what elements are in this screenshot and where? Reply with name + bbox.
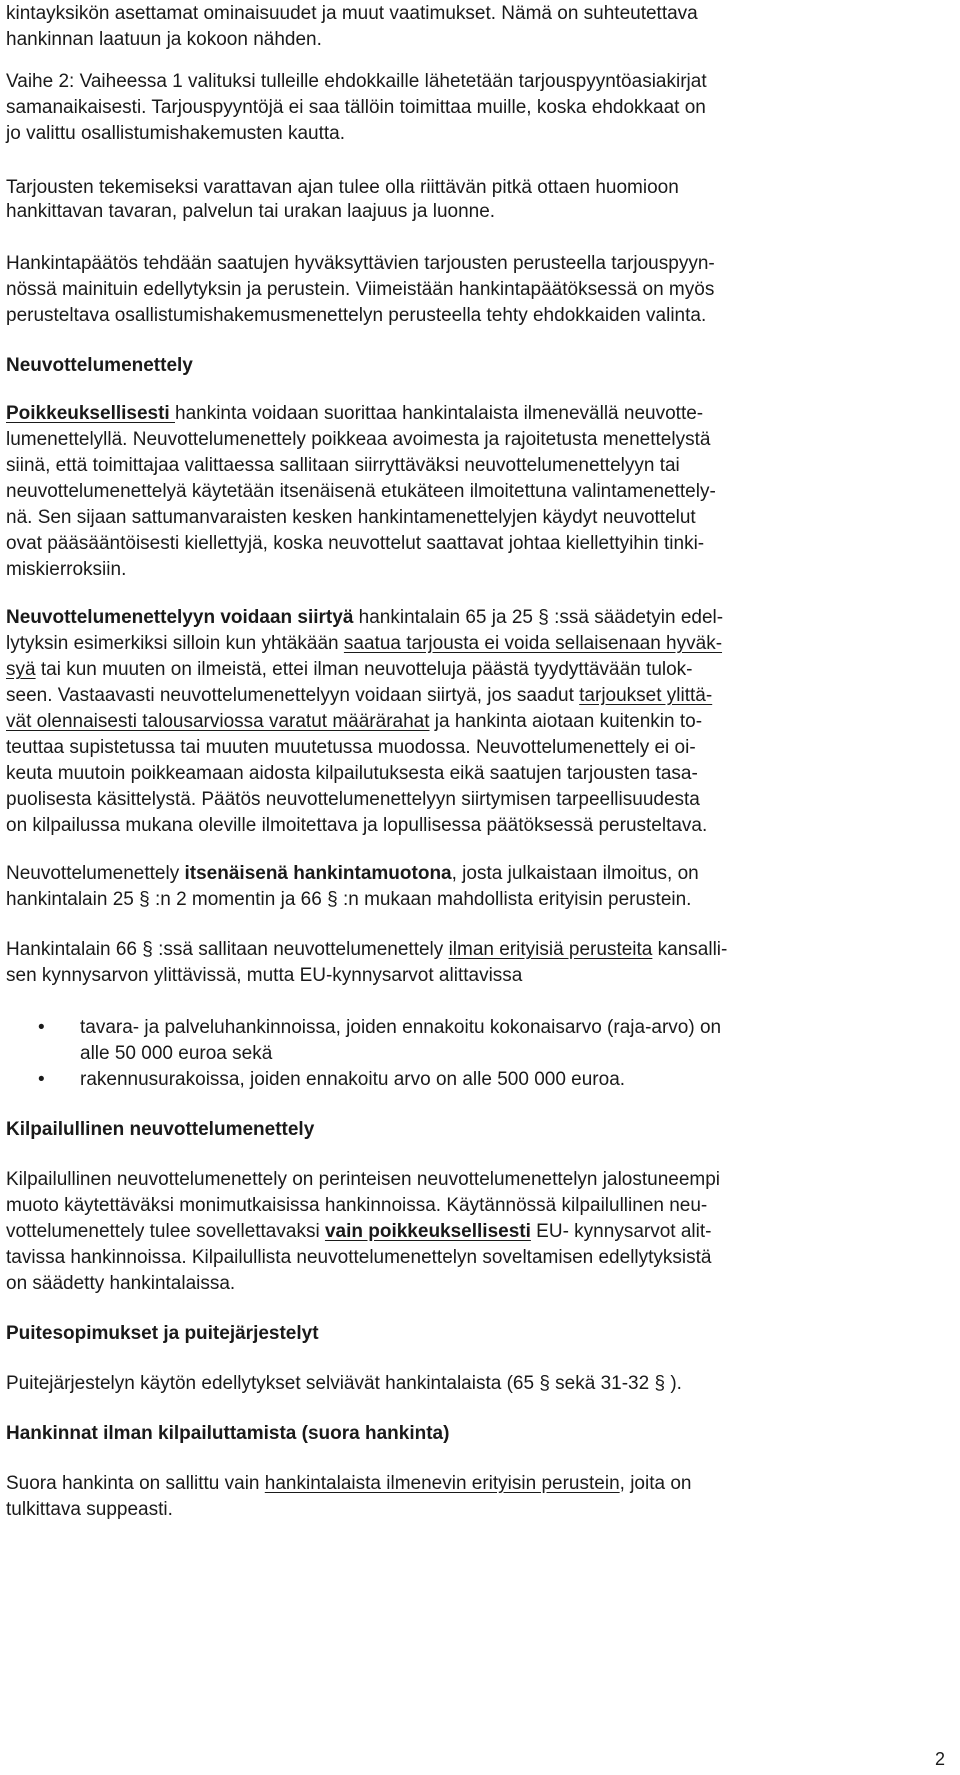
- text-span: Hankintalain 66 § :ssä sallitaan neuvottelumenettely: [6, 939, 449, 960]
- list-item: rakennusurakoissa, joiden ennakoitu arvo on alle 500 000 euroa.: [80, 1069, 626, 1090]
- text-line: perusteltava osallistumishakemusmenettelyn perusteella tehty ehdokkaiden valinta.: [6, 305, 707, 326]
- text-line: teuttaa supistetussa tai muuten muutetussa muodossa. Neuvottelumenettely ei oi-: [6, 737, 696, 758]
- underlined-text: tarjoukset ylittä-: [579, 685, 713, 706]
- text-line: nä. Sen sijaan sattumanvaraisten kesken hankintamenettelyjen käydyt neuvottelut: [6, 507, 696, 528]
- section-heading: Hankinnat ilman kilpailuttamista (suora hankinta): [6, 1423, 450, 1444]
- emphasis-text: itsenäisenä hankintamuotona: [184, 863, 452, 884]
- page-number: 2: [935, 1749, 946, 1769]
- text-span: seen. Vastaavasti neuvottelumenettelyyn voidaan siirtyä, jos saadut: [6, 685, 580, 706]
- bullet-glyph: •: [38, 1069, 45, 1090]
- text-line: hankinnan laatuun ja kokoon nähden.: [6, 29, 322, 50]
- list-item: alle 50 000 euroa sekä: [80, 1043, 273, 1064]
- text-line: sen kynnysarvon ylittävissä, mutta EU-kynnysarvot alittavissa: [6, 965, 523, 986]
- emphasis-text: Neuvottelumenettelyyn voidaan siirtyä: [6, 607, 354, 628]
- emphasis-text: Poikkeuksellisesti: [6, 403, 175, 424]
- text-line: Vaihe 2: Vaiheessa 1 valituksi tulleille ehdokkaille lähetetään tarjouspyyntöasiakirjat: [6, 71, 707, 92]
- text-span: hankinta voidaan suorittaa hankintalaista ilmenevällä neuvotte-: [175, 403, 704, 424]
- text-line: [6, 1472, 691, 1496]
- text-line: [6, 632, 722, 656]
- text-span: EU- kynnysarvot alit-: [530, 1221, 712, 1242]
- text-line: puolisesta käsittelystä. Päätös neuvottelumenettelyyn siirtymisen tarpeellisuudesta: [6, 789, 700, 810]
- emphasis-text: vain poikkeuksellisesti: [324, 1221, 531, 1242]
- text-line: Kilpailullinen neuvottelumenettely on perinteisen neuvottelumenettelyn jalostuneempi: [6, 1169, 721, 1190]
- section-heading: Kilpailullinen neuvottelumenettely: [6, 1119, 315, 1140]
- text-line: [6, 402, 703, 426]
- text-line: siinä, että toimittajaa valittaessa sallitaan siirryttäväksi neuvottelumenettelyyn tai: [6, 455, 680, 476]
- section-heading: Puitesopimukset ja puitejärjestelyt: [6, 1323, 319, 1344]
- framework-paragraph: Puitejärjestelyn käytön edellytykset selviävät hankintalaista (65 § sekä 31-32 § ).: [6, 1373, 682, 1394]
- list-item: tavara- ja palveluhankinnoissa, joiden ennakoitu kokonaisarvo (raja-arvo) on: [80, 1017, 722, 1038]
- text-line: neuvottelumenettelyä käytetään itsenäisenä etukäteen ilmoitettuna valintamenettely-: [6, 481, 716, 502]
- text-line: [6, 1220, 711, 1244]
- text-line: Tarjousten tekemiseksi varattavan ajan tulee olla riittävän pitkä ottaen huomioon: [6, 177, 679, 198]
- text-line: Hankintapäätös tehdään saatujen hyväksyttävien tarjousten perusteella tarjouspyyn-: [6, 253, 715, 274]
- text-line: kintayksikön asettamat ominaisuudet ja muut vaatimukset. Nämä on suhteutettava: [6, 3, 698, 24]
- text-line: jo valittu osallistumishakemusten kautta.: [6, 123, 345, 144]
- text-span: vottelumenettely tulee sovellettavaksi: [6, 1221, 325, 1242]
- text-line: tulkittava suppeasti.: [6, 1499, 173, 1520]
- underlined-text: hankintalaista ilmenevin erityisin perustein: [264, 1473, 620, 1494]
- text-line: hankintalain 25 § :n 2 momentin ja 66 § :n mukaan mahdollista erityisin perustein.: [6, 889, 692, 910]
- text-span: kansalli-: [652, 939, 728, 960]
- text-span: Suora hankinta on sallittu vain: [6, 1473, 265, 1494]
- text-line: muoto käytettäväksi monimutkaisissa hankinnoissa. Käytännössä kilpailullinen neu-: [6, 1195, 708, 1216]
- text-span: lytyksin esimerkiksi silloin kun yhtäkään: [6, 633, 344, 654]
- text-span: , josta julkaistaan ilmoitus, on: [451, 863, 699, 884]
- section-heading: Neuvottelumenettely: [6, 355, 193, 376]
- text-line: [6, 606, 723, 630]
- text-line: [6, 658, 693, 682]
- text-span: ja hankinta aiotaan kuitenkin to-: [429, 711, 703, 732]
- text-span: Neuvottelumenettely: [6, 863, 185, 884]
- text-line: on säädetty hankintalaissa.: [6, 1273, 236, 1294]
- text-span: tai kun muuten on ilmeistä, ettei ilman neuvotteluja päästä tyydyttävään tulok-: [35, 659, 693, 680]
- underlined-text: saatua tarjousta ei voida sellaisenaan hyväk-: [343, 633, 723, 654]
- text-line: lumenettelyllä. Neuvottelumenettely poikkeaa avoimesta ja rajoitetusta menettelystä: [6, 429, 711, 450]
- bullet-glyph: •: [38, 1017, 45, 1038]
- text-span: hankintalain 65 ja 25 § :ssä säädetyin edel-: [353, 607, 724, 628]
- text-line: tavissa hankinnoissa. Kilpailullista neuvottelumenettelyn soveltamisen edellytyksistä: [6, 1247, 712, 1268]
- text-line: on kilpailussa mukana oleville ilmoitettava ja lopullisessa päätöksessä perusteltava.: [6, 815, 708, 836]
- underlined-text: ilman erityisiä perusteita: [448, 939, 653, 960]
- text-line: nössä mainituin edellytyksin ja perustein. Viimeistään hankintapäätöksessä on myös: [6, 279, 715, 300]
- text-line: [6, 862, 699, 886]
- text-line: samanaikaisesti. Tarjouspyyntöjä ei saa tällöin toimittaa muille, koska ehdokkaat on: [6, 97, 706, 118]
- text-line: miskierroksiin.: [6, 559, 127, 580]
- text-line: ovat pääsääntöisesti kiellettyjä, koska neuvottelut saattavat johtaa kiellettyihin tinki-: [6, 533, 705, 554]
- text-line: keuta muutoin poikkeamaan aidosta kilpailutuksesta eikä saatujen tarjousten tasa-: [6, 763, 698, 784]
- text-line: [6, 938, 727, 962]
- text-line: [6, 684, 712, 708]
- text-line: hankittavan tavaran, palvelun tai urakan laajuus ja luonne.: [6, 201, 496, 222]
- text-span: , joita on: [619, 1473, 692, 1494]
- text-line: [6, 710, 702, 734]
- underlined-text: syä: [6, 659, 36, 680]
- underlined-text: vät olennaisesti talousarviossa varatut määrärahat: [6, 711, 430, 732]
